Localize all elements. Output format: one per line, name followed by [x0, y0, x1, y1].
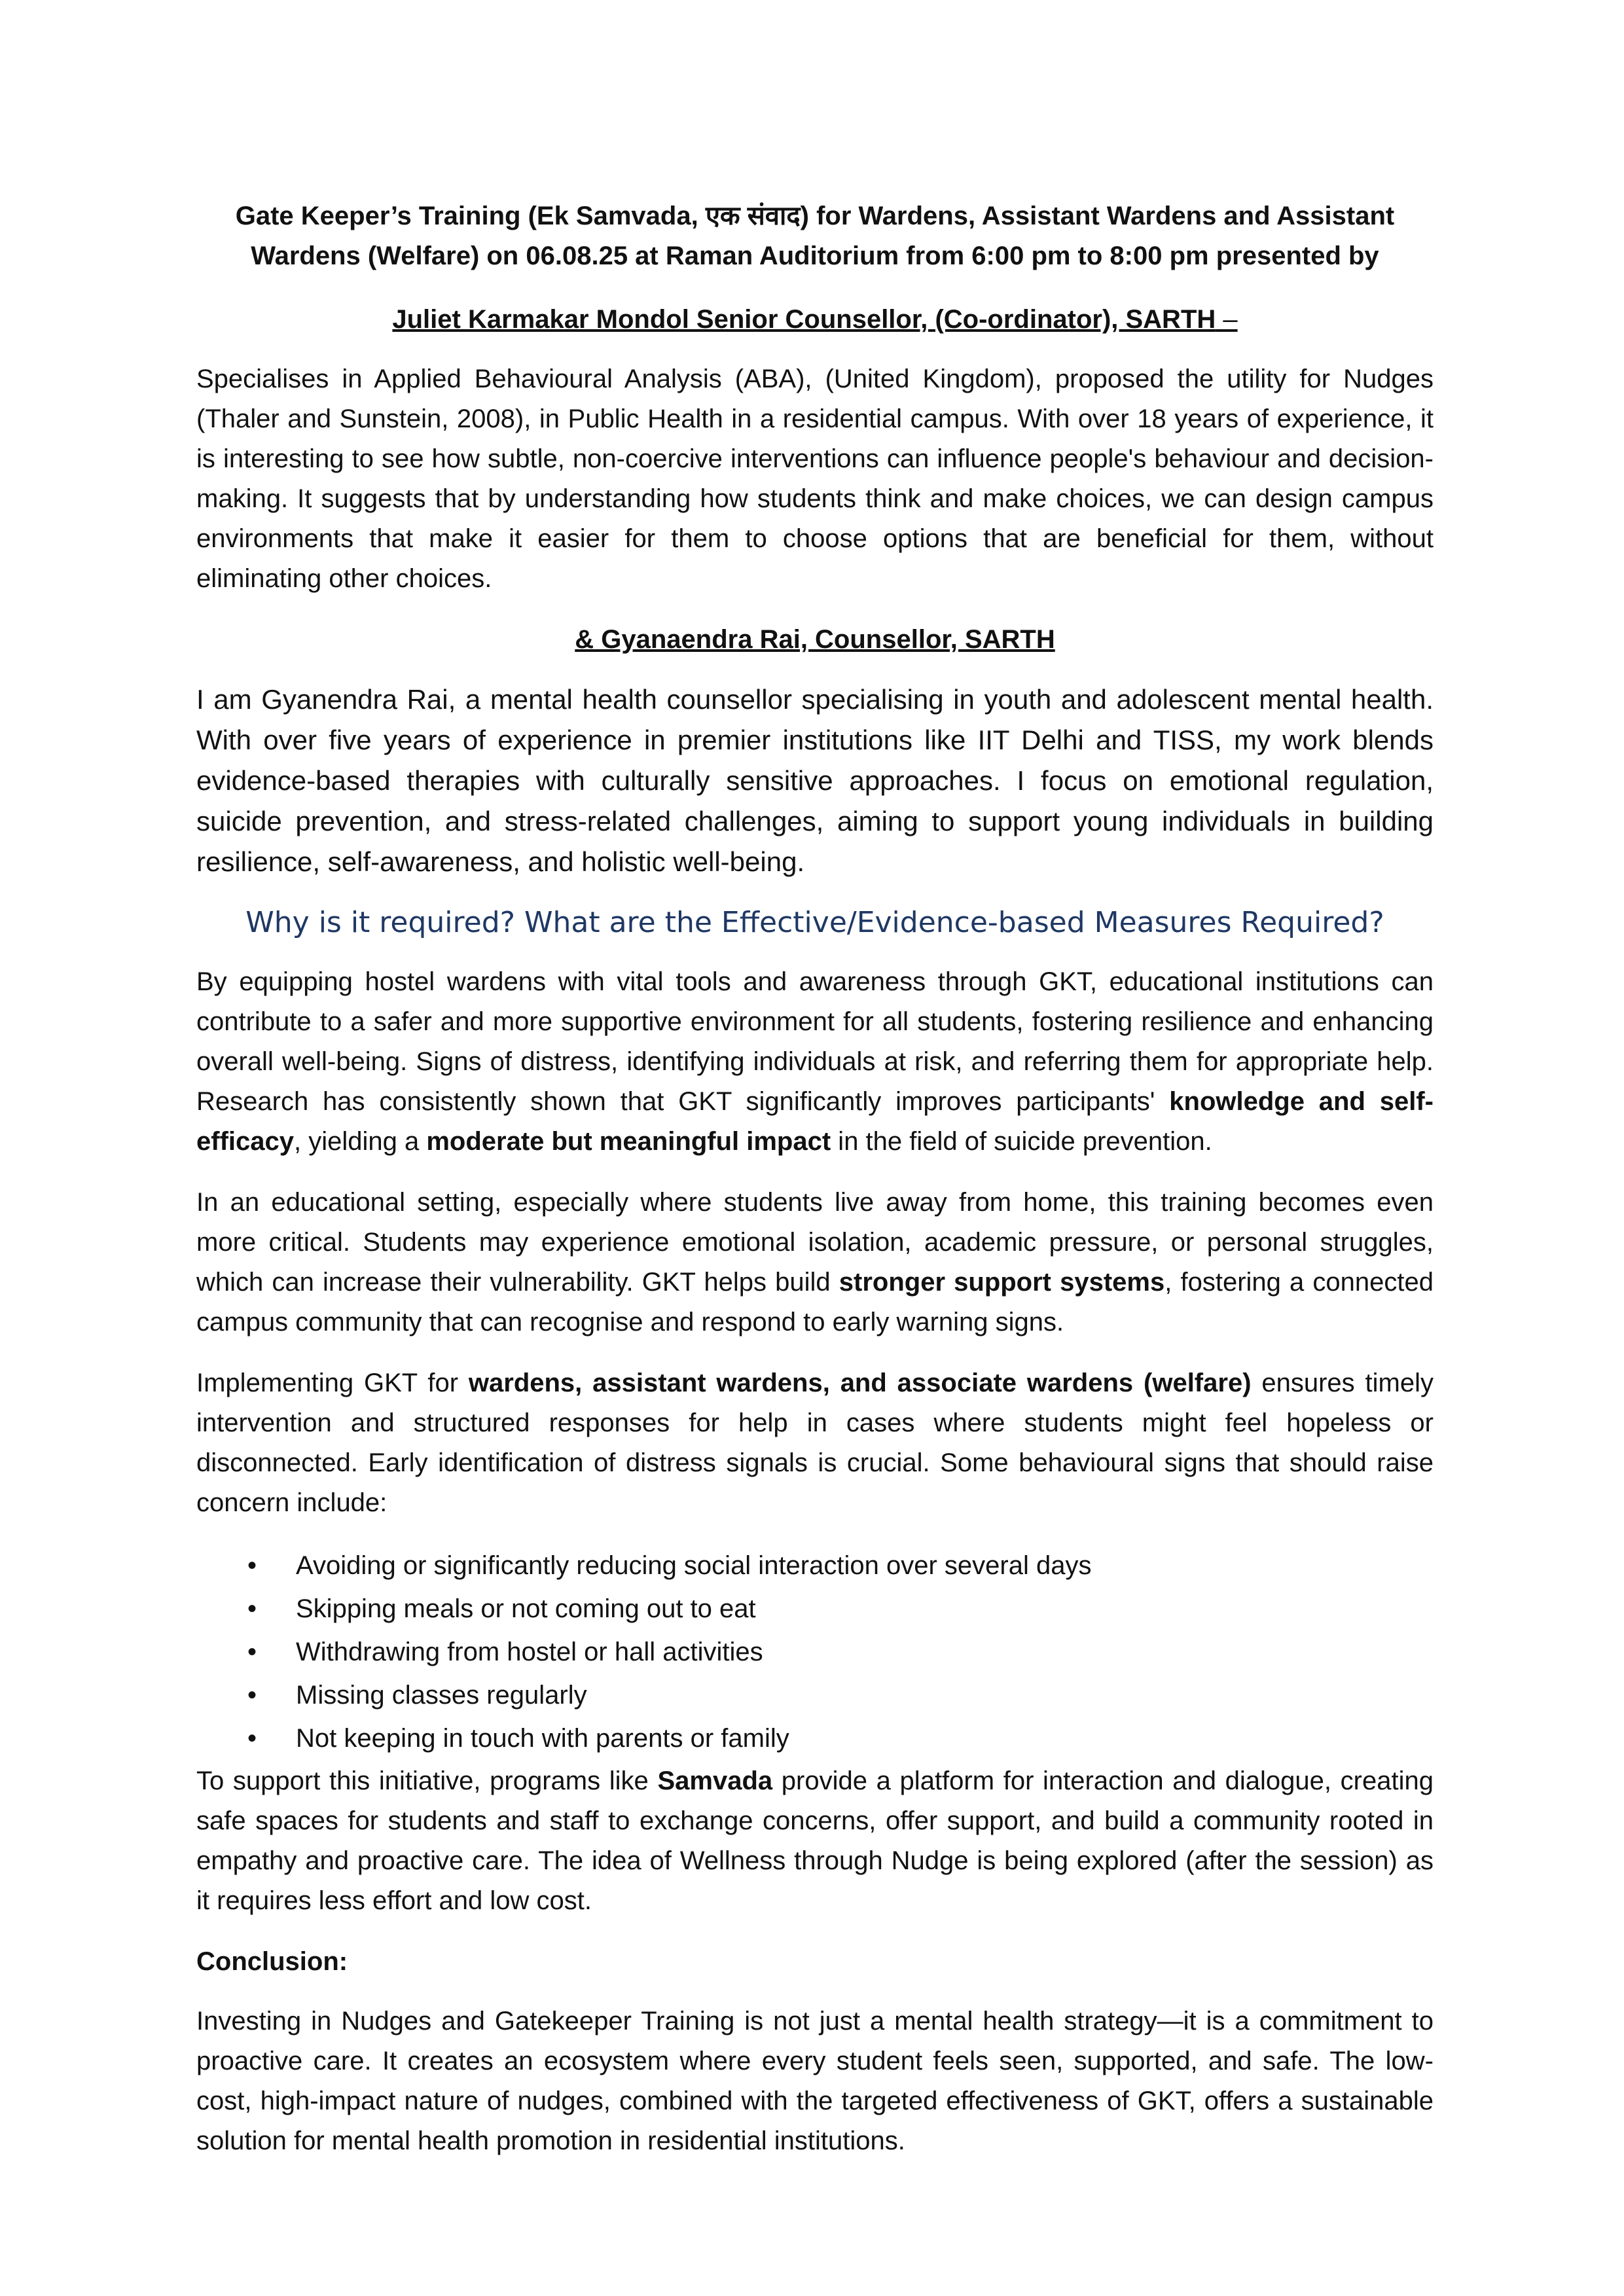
- text-span: ensures timely intervention and structured responses for help in cases where students might feel hopeless or disconnected. Early identification of distress signals is crucial. Some behavioural signs that should raise concern include:: [196, 1369, 1434, 1517]
- presenter-1-heading: [196, 300, 1434, 340]
- document-title: [196, 196, 1434, 276]
- list-item: • Skipping meals or not coming out to eat: [196, 1587, 1434, 1630]
- text-span: , yielding a: [293, 1127, 427, 1156]
- list-item: • Avoiding or significantly reducing social interaction over several days: [196, 1544, 1434, 1587]
- distress-signs-list: [196, 1544, 1434, 1760]
- text-span: provide a platform for interaction and dialogue, creating safe spaces for students and staff to exchange concerns, offer support, and build a community rooted in empathy and proactive care. The idea of Wellness through Nudge is being explored (after the session) as it requires less effort and low cost.: [196, 1767, 1434, 1915]
- list-item: • Missing classes regularly: [196, 1674, 1434, 1717]
- list-item: • Withdrawing from hostel or hall activities: [196, 1630, 1434, 1674]
- bold-text: knowledge and self-efficacy: [196, 1087, 1434, 1156]
- conclusion-text: Investing in Nudges and Gatekeeper Training is not just a mental health strategy—it is a commitment to proactive care. It creates an ecosystem where every student feels seen, supported, and safe. The low-cost, high-impact nature of nudges, combined with the targeted effectiveness of GKT, offers a sustainable solution for mental health promotion in residential institutions.: [196, 2007, 1434, 2155]
- bold-text: moderate but meaningful impact: [426, 1127, 831, 1156]
- bold-text: wardens, assistant wardens, and associate wardens (welfare): [468, 1369, 1252, 1397]
- document-page: [196, 196, 1434, 2182]
- text-span: In an educational setting, especially where students live away from home, this training becomes even more critical. Students may experience emotional isolation, academic pressure, or personal struggles, which can increase their vulnerability. GKT helps build: [196, 1188, 1434, 1297]
- text-span: Implementing GKT for: [196, 1369, 469, 1397]
- conclusion-heading: Conclusion:: [196, 1947, 348, 1976]
- list-item: • Not keeping in touch with parents or family: [196, 1717, 1434, 1760]
- title-line-1: Gate Keeper’s Training (Ek Samvada, एक संवाद) for Wardens, Assistant Wardens and Assistant: [235, 202, 1395, 230]
- presenter-2-bio: I am Gyanendra Rai, a mental health counsellor specialising in youth and adolescent mental health. With over five years of experience in premier institutions like IIT Delhi and TISS, my work blends evidence-based therapies with culturally sensitive approaches. I focus on emotional regulation, suicide prevention, and stress-related challenges, aiming to support young individuals in building resilience, self-awareness, and holistic well-being.: [196, 684, 1434, 877]
- bold-text: Samvada: [657, 1767, 773, 1795]
- presenter-2-heading: & Gyanaendra Rai, Counsellor, SARTH: [575, 625, 1055, 654]
- text-span: To support this initiative, programs like: [196, 1767, 658, 1795]
- presenter-1-dash: –: [1216, 305, 1238, 334]
- bold-text: stronger support systems: [839, 1268, 1165, 1297]
- text-span: in the field of suicide prevention.: [831, 1127, 1212, 1156]
- title-line-2: Wardens (Welfare) on 06.08.25 at Raman Auditorium from 6:00 pm to 8:00 pm presented by: [251, 242, 1379, 270]
- why-section-heading: Why is it required? What are the Effective/Evidence-based Measures Required?: [245, 906, 1384, 939]
- presenter-1-bio: Specialises in Applied Behavioural Analysis (ABA), (United Kingdom), proposed the utility for Nudges (Thaler and Sunstein, 2008), in Public Health in a residential campus. With over 18 years of experience, it is interesting to see how subtle, non-coercive interventions can influence people's behaviour and decision-making. It suggests that by understanding how students think and make choices, we can design campus environments that make it easier for them to choose options that are beneficial for them, without eliminating other choices.: [196, 365, 1434, 593]
- text-span: By equipping hostel wardens with vital tools and awareness through GKT, educational institutions can contribute to a safer and more supportive environment for all students, fostering resilience and enhancing overall well-being. Signs of distress, identifying individuals at risk, and referring them for appropriate help. Research has consistently shown that GKT significantly improves participants': [196, 967, 1434, 1116]
- why-paragraph-2: [196, 1183, 1434, 1342]
- why-paragraph-1: [196, 962, 1434, 1162]
- presenter-1-name: Juliet Karmakar Mondol Senior Counsellor, (Co-ordinator), SARTH: [392, 305, 1216, 334]
- why-paragraph-3: [196, 1363, 1434, 1523]
- text-span: , fostering a connected campus community that can recognise and respond to early warning signs.: [196, 1268, 1434, 1336]
- why-paragraph-4: [196, 1761, 1434, 1921]
